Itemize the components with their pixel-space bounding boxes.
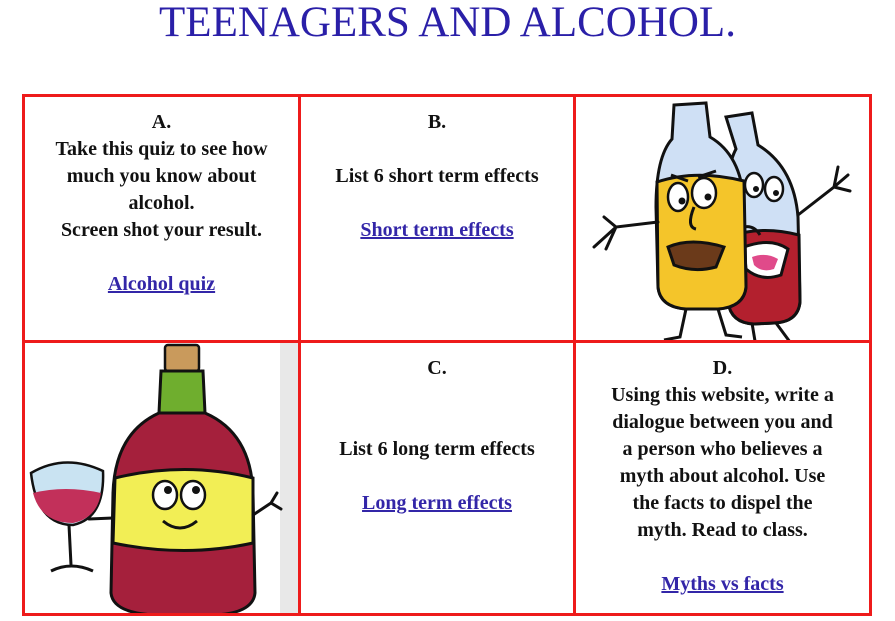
cell-bottles-image <box>576 97 869 343</box>
activity-grid <box>22 94 872 616</box>
cell-b-letter: B. <box>427 111 447 133</box>
cell-a-line3: alcohol. <box>128 192 195 214</box>
cell-a-line2: much you know about <box>66 165 257 187</box>
cell-a-letter: A. <box>151 111 172 133</box>
cell-d-line4: myth about alcohol. Use <box>619 465 826 487</box>
cell-a-line4: Screen shot your result. <box>60 219 263 241</box>
cell-a <box>25 97 301 343</box>
long-term-effects-link[interactable]: Long term effects <box>362 492 512 514</box>
cell-a-line1: Take this quiz to see how <box>55 138 268 160</box>
cell-wine-image <box>25 343 301 613</box>
short-term-effects-link[interactable]: Short term effects <box>360 219 514 241</box>
cell-d-line6: myth. Read to class. <box>637 519 808 541</box>
cell-c-text: List 6 long term effects <box>339 438 535 460</box>
cell-d-line3: a person who believes a <box>622 438 823 460</box>
cell-d-line2: dialogue between you and <box>612 411 833 433</box>
wine-bottle-illustration <box>25 343 298 613</box>
cell-d-line5: the facts to dispel the <box>632 492 813 514</box>
myths-vs-facts-link[interactable]: Myths vs facts <box>661 573 784 595</box>
cell-d-letter: D. <box>712 357 733 379</box>
page-title: TEENAGERS AND ALCOHOL. <box>159 0 736 46</box>
two-bottles-illustration <box>576 97 869 340</box>
alcohol-quiz-link[interactable]: Alcohol quiz <box>107 273 216 295</box>
cell-b <box>301 97 576 343</box>
cell-d <box>576 343 869 613</box>
cell-b-text: List 6 short term effects <box>335 165 539 187</box>
cell-c <box>301 343 576 613</box>
cell-d-line1: Using this website, write a <box>611 384 834 406</box>
cell-c-letter: C. <box>427 357 447 379</box>
